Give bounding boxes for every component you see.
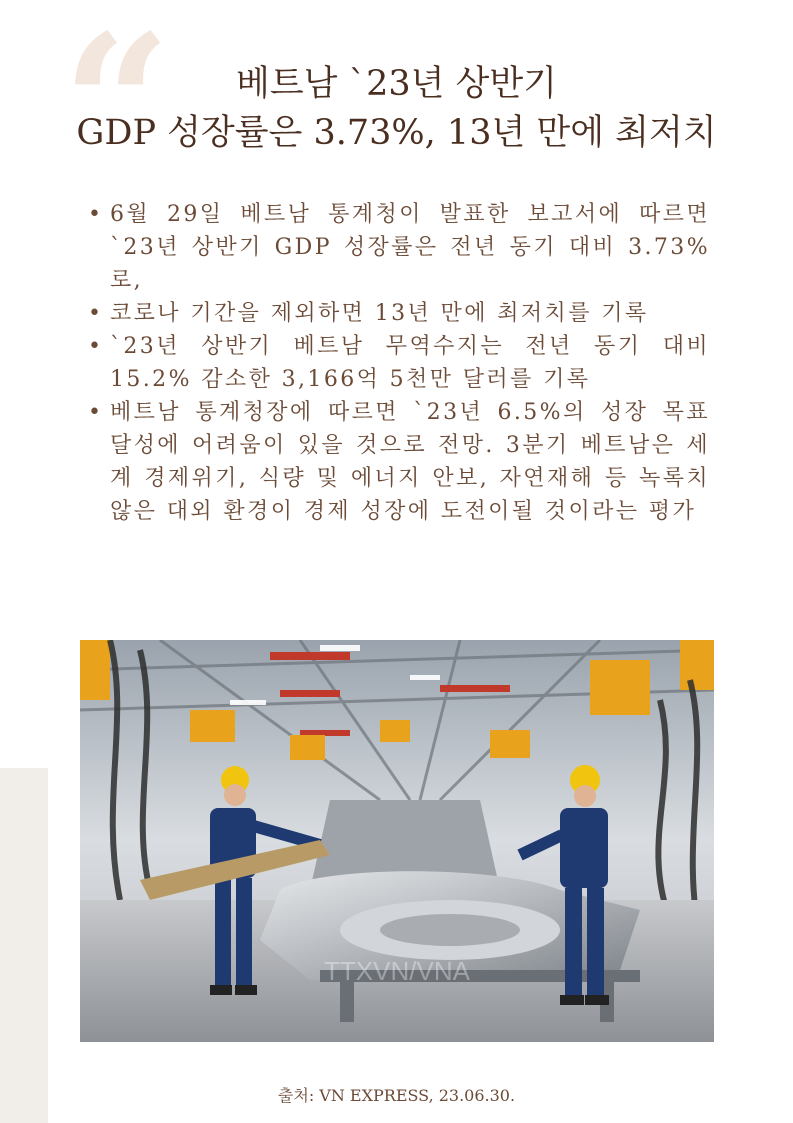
quote-mark-icon: “ — [62, 0, 172, 216]
bullet-list — [88, 198, 710, 528]
bullet-item: • 베트남 통계청장에 따르면 `23년 6.5%의 성장 목표 달성에 어려움이 있을 것으로 전망. 3분기 베트남은 세계 경제위기, 식량 및 에너지 안보, 자연재해 등 녹록치 않은 대외 환경이 경제 성장에 도전이될 것이라는 평가 — [88, 396, 710, 528]
photo-watermark: TTXVN/VNA — [324, 956, 470, 986]
page-title — [0, 62, 793, 158]
title-line-1: 베트남 `23년 상반기 — [236, 64, 557, 104]
bullet-item: • `23년 상반기 베트남 무역수지는 전년 동기 대비 15.2% 감소한 3,166억 5천만 달러를 기록 — [88, 330, 710, 396]
title-line-2: GDP 성장률은 3.73%, 13년 만에 최저치 — [76, 113, 717, 153]
factory-photo — [80, 640, 714, 1042]
bullet-item: • 6월 29일 베트남 통계청이 발표한 보고서에 따르면 `23년 상반기 GDP 성장률은 전년 동기 대비 3.73%로, — [88, 198, 710, 297]
bullet-item: • 코로나 기간을 제외하면 13년 만에 최저치를 기록 — [88, 297, 710, 330]
source-caption: 출처: VN EXPRESS, 23.06.30. — [277, 1086, 516, 1105]
decorative-side-bar — [0, 768, 48, 1123]
